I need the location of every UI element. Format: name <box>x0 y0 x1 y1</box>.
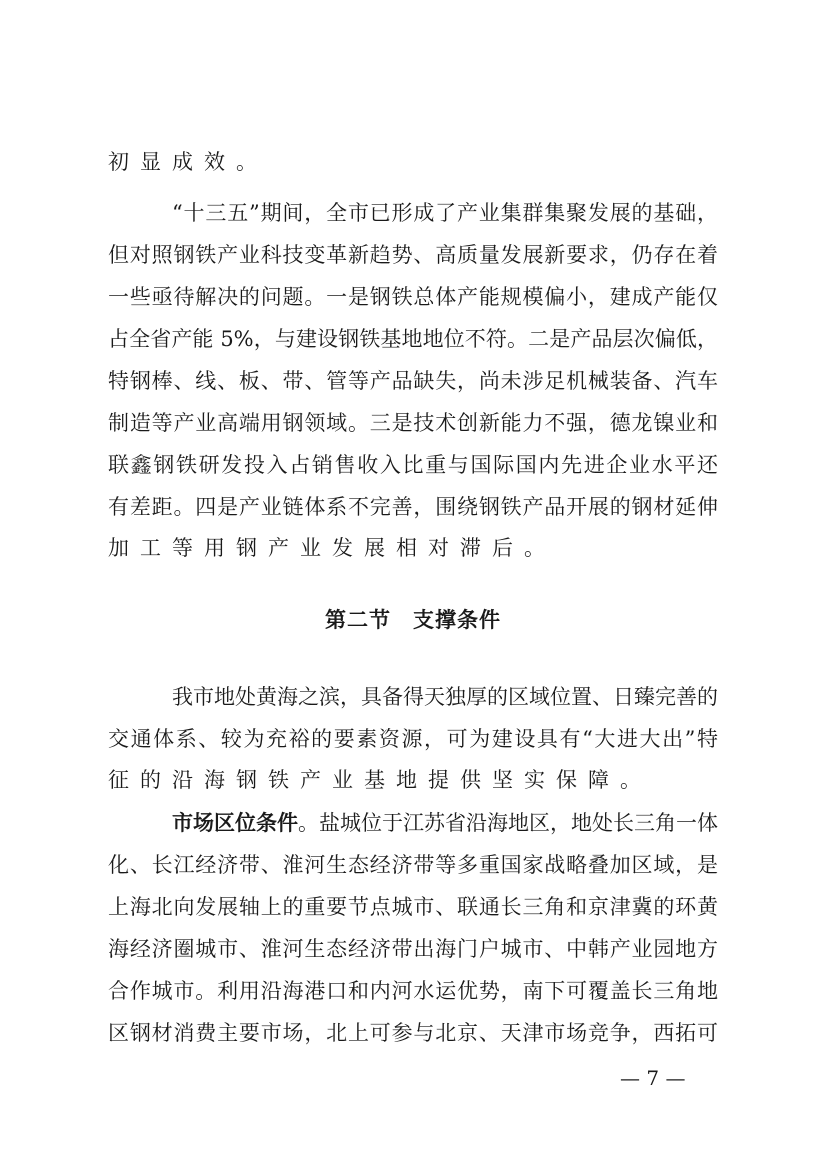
page-number: — 7 — <box>620 1066 686 1090</box>
text-line: 合作城市。利用沿海港口和内河水运优势，南下可覆盖长三角地 <box>108 979 718 1003</box>
text-line: 制造等产业高端用钢领域。三是技术创新能力不强，德龙镍业和 <box>108 411 718 435</box>
text-line: 我市地处黄海之滨，具备得天独厚的区域位置、日臻完善的 <box>172 685 718 709</box>
text-line: 特钢棒、线、板、带、管等产品缺失，尚未涉足机械装备、汽车 <box>108 369 718 393</box>
text-run: 。盐城位于江苏省沿海地区，地处长三角一体 <box>298 811 718 835</box>
section-heading: 第二节 支撑条件 <box>325 607 501 632</box>
text-line: “十三五”期间，全市已形成了产业集群集聚发展的基础， <box>172 201 718 225</box>
text-line: 但对照钢铁产业科技变革新趋势、高质量发展新要求，仍存在着 <box>108 243 718 267</box>
text-line: 加工等用钢产业发展相对滞后。 <box>108 536 556 560</box>
text-line: 有差距。四是产业链体系不完善，围绕钢铁产品开展的钢材延伸 <box>108 495 718 519</box>
text-line: 占全省产能 5%，与建设钢铁基地地位不符。二是产品层次偏低， <box>108 327 718 351</box>
text-line: 区钢材消费主要市场，北上可参与北京、天津市场竞争，西拓可 <box>108 1021 718 1045</box>
bold-lead: 市场区位条件 <box>172 810 298 835</box>
text-line: 联鑫钢铁研发投入占销售收入比重与国际国内先进企业水平还 <box>108 453 718 477</box>
text-line: 一些亟待解决的问题。一是钢铁总体产能规模偏小，建成产能仅 <box>108 285 718 309</box>
text-line: 上海北向发展轴上的重要节点城市、联通长三角和京津冀的环黄 <box>108 895 718 919</box>
text-line <box>172 808 718 838</box>
text-line: 交通体系、较为充裕的要素资源，可为建设具有“大进大出”特 <box>108 727 718 751</box>
text-line: 征的沿海钢铁产业基地提供坚实保障。 <box>108 768 652 792</box>
text-line: 海经济圈城市、淮河生态经济带出海门户城市、中韩产业园地方 <box>108 937 718 961</box>
text-line: 化、长江经济带、淮河生态经济带等多重国家战略叠加区域，是 <box>108 853 718 877</box>
text-line: 初显成效。 <box>108 150 268 174</box>
